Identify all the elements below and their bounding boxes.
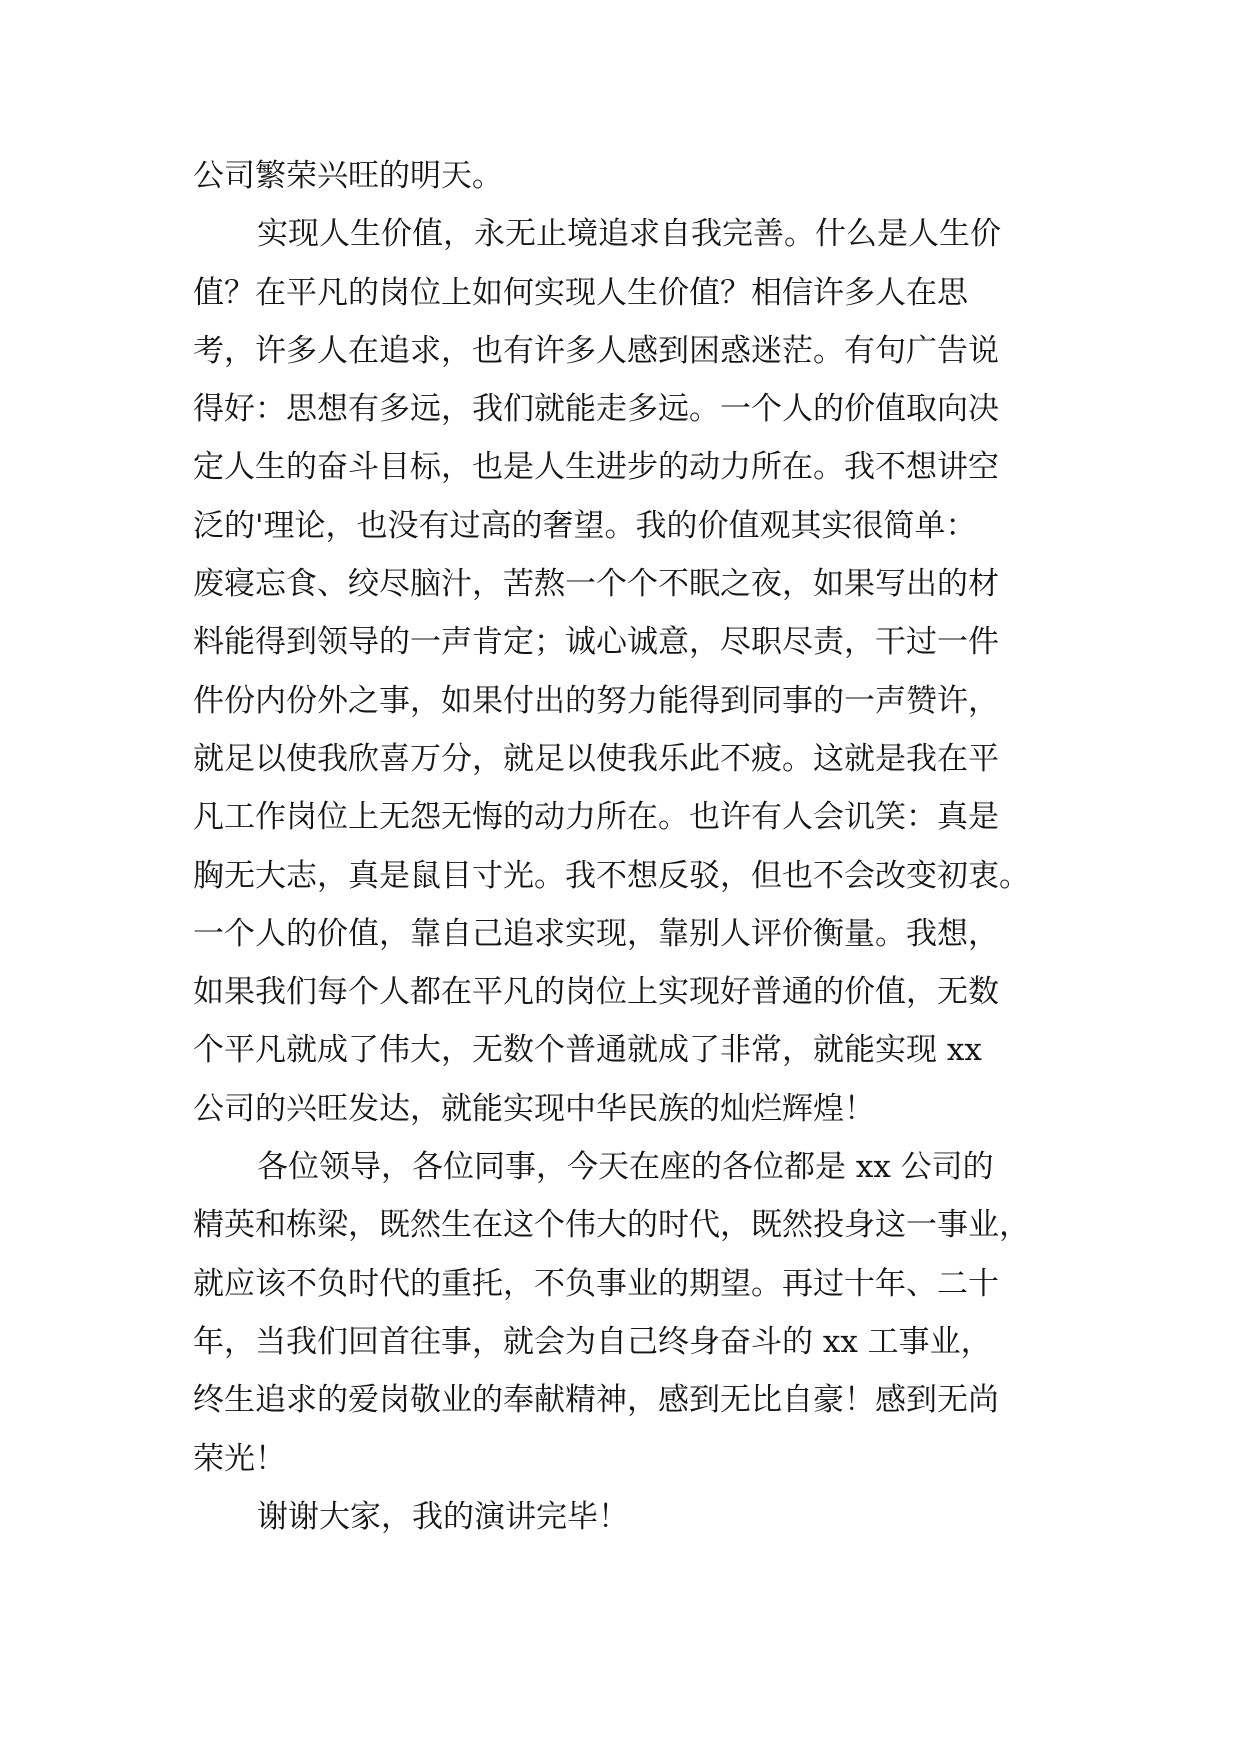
speech-body bbox=[193, 147, 1083, 1546]
text-line-16: 个平凡就成了伟大，无数个普通就成了非常，就能实现 xx bbox=[193, 1032, 982, 1069]
text-line-24: 谢谢大家，我的演讲完毕！ bbox=[257, 1498, 629, 1535]
text-line-15: 如果我们每个人都在平凡的岗位上实现好普通的价值，无数 bbox=[193, 974, 999, 1011]
text-line-5: 得好：思想有多远，我们就能走多远。一个人的价值取向决 bbox=[193, 391, 999, 428]
text-line-21: 年，当我们回首往事，就会为自己终身奋斗的 xx 工事业， bbox=[193, 1323, 992, 1360]
text-line-8: 废寝忘食、绞尽脑汁，苦熬一个个不眠之夜，如果写出的材 bbox=[193, 566, 999, 603]
text-line-18: 各位领导，各位同事，今天在座的各位都是 xx 公司的 bbox=[257, 1149, 994, 1186]
text-line-3: 值？在平凡的岗位上如何实现人生价值？相信许多人在思 bbox=[193, 274, 968, 311]
text-line-17: 公司的兴旺发达，就能实现中华民族的灿烂辉煌！ bbox=[193, 1090, 875, 1127]
text-line-20: 就应该不负时代的重托，不负事业的期望。再过十年、二十 bbox=[193, 1265, 999, 1302]
text-line-6: 定人生的奋斗目标，也是人生进步的动力所在。我不想讲空 bbox=[193, 449, 999, 486]
text-line-23: 荣光！ bbox=[193, 1440, 286, 1477]
text-line-4: 考，许多人在追求，也有许多人感到困惑迷茫。有句广告说 bbox=[193, 332, 999, 369]
text-line-2: 实现人生价值，永无止境追求自我完善。什么是人生价 bbox=[257, 216, 1001, 253]
text-line-22: 终生追求的爱岗敬业的奉献精神，感到无比自豪！感到无尚 bbox=[193, 1382, 999, 1419]
text-line-9: 料能得到领导的一声肯定；诚心诚意，尽职尽责，干过一件 bbox=[193, 624, 999, 661]
text-line-12: 凡工作岗位上无怨无悔的动力所在。也许有人会讥笑：真是 bbox=[193, 799, 999, 836]
text-line-11: 就足以使我欣喜万分，就足以使我乐此不疲。这就是我在平 bbox=[193, 740, 999, 777]
text-line-7: 泛的'理论，也没有过高的奢望。我的价值观其实很简单： bbox=[193, 507, 977, 544]
text-line-1: 公司繁荣兴旺的明天。 bbox=[193, 158, 503, 194]
text-line-19: 精英和栋梁，既然生在这个伟大的时代，既然投身这一事业， bbox=[193, 1207, 1030, 1244]
text-line-14: 一个人的价值，靠自己追求实现，靠别人评价衡量。我想， bbox=[193, 915, 999, 952]
text-line-10: 件份内份外之事，如果付出的努力能得到同事的一声赞许， bbox=[193, 682, 999, 719]
text-line-13: 胸无大志，真是鼠目寸光。我不想反驳，但也不会改变初衷。 bbox=[193, 857, 1030, 894]
